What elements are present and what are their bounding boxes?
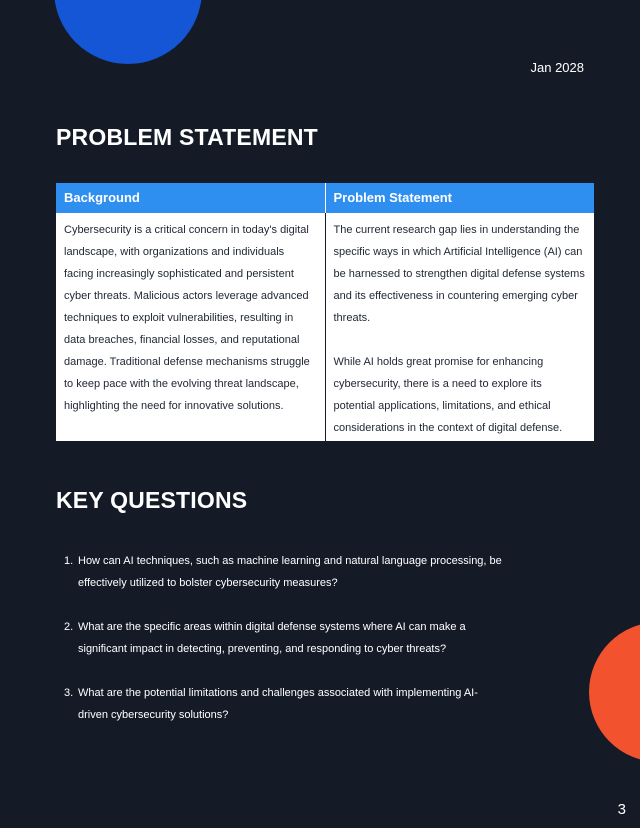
list-item-number: 1. xyxy=(64,555,74,567)
background-text: Cybersecurity is a critical concern in today's digital landscape, with organizations and individuals facing increasingly sophisticated and persistent cyber threats. Malicious actors leverage advanced techniques to exploit vulnerabilities, resulting in data breaches, financial losses, and reputational damage. Traditional defense mechanisms struggle to keep pace with the evolving threat landscape, highlighting the need for innovative solutions. xyxy=(64,224,310,412)
list-item-text: What are the potential limitations and challenges associated with implementing AI-driven cybersecurity solutions? xyxy=(78,687,478,721)
background-cell xyxy=(56,213,326,441)
problem-table xyxy=(56,183,594,441)
list-item-text: What are the specific areas within digital defense systems where AI can make a significant impact in detecting, preventing, and responding to cyber threats? xyxy=(78,621,466,655)
list-item xyxy=(64,682,504,726)
list-item-number: 2. xyxy=(64,621,74,633)
problem-paragraph-2: While AI holds great promise for enhancing cybersecurity, there is a need to explore its potential applications, limitations, and ethical considerations in the context of digital defense. xyxy=(333,356,563,434)
table-header-background: Background xyxy=(56,183,326,213)
table-header-row xyxy=(56,183,594,213)
document-date: Jan 2028 xyxy=(530,60,584,75)
problem-statement-cell xyxy=(326,213,595,441)
list-item xyxy=(64,616,504,660)
decorative-blue-circle xyxy=(54,0,202,64)
list-item-number: 3. xyxy=(64,687,74,699)
key-questions-list xyxy=(64,550,504,748)
list-item-text: How can AI techniques, such as machine learning and natural language processing, be effectively utilized to bolster cybersecurity measures? xyxy=(78,555,502,589)
decorative-orange-circle xyxy=(589,622,640,762)
problem-statement-title: PROBLEM STATEMENT xyxy=(56,124,318,150)
problem-paragraph-1: The current research gap lies in understanding the specific ways in which Artificial Intelligence (AI) can be harnessed to strengthen digital defense systems and its effectiveness in countering emerging cyber threats. xyxy=(333,224,585,324)
list-item xyxy=(64,550,504,594)
table-header-problem-statement: Problem Statement xyxy=(333,190,452,205)
page-number: 3 xyxy=(617,801,626,818)
table-body-row xyxy=(56,213,594,441)
key-questions-title: KEY QUESTIONS xyxy=(56,487,248,513)
